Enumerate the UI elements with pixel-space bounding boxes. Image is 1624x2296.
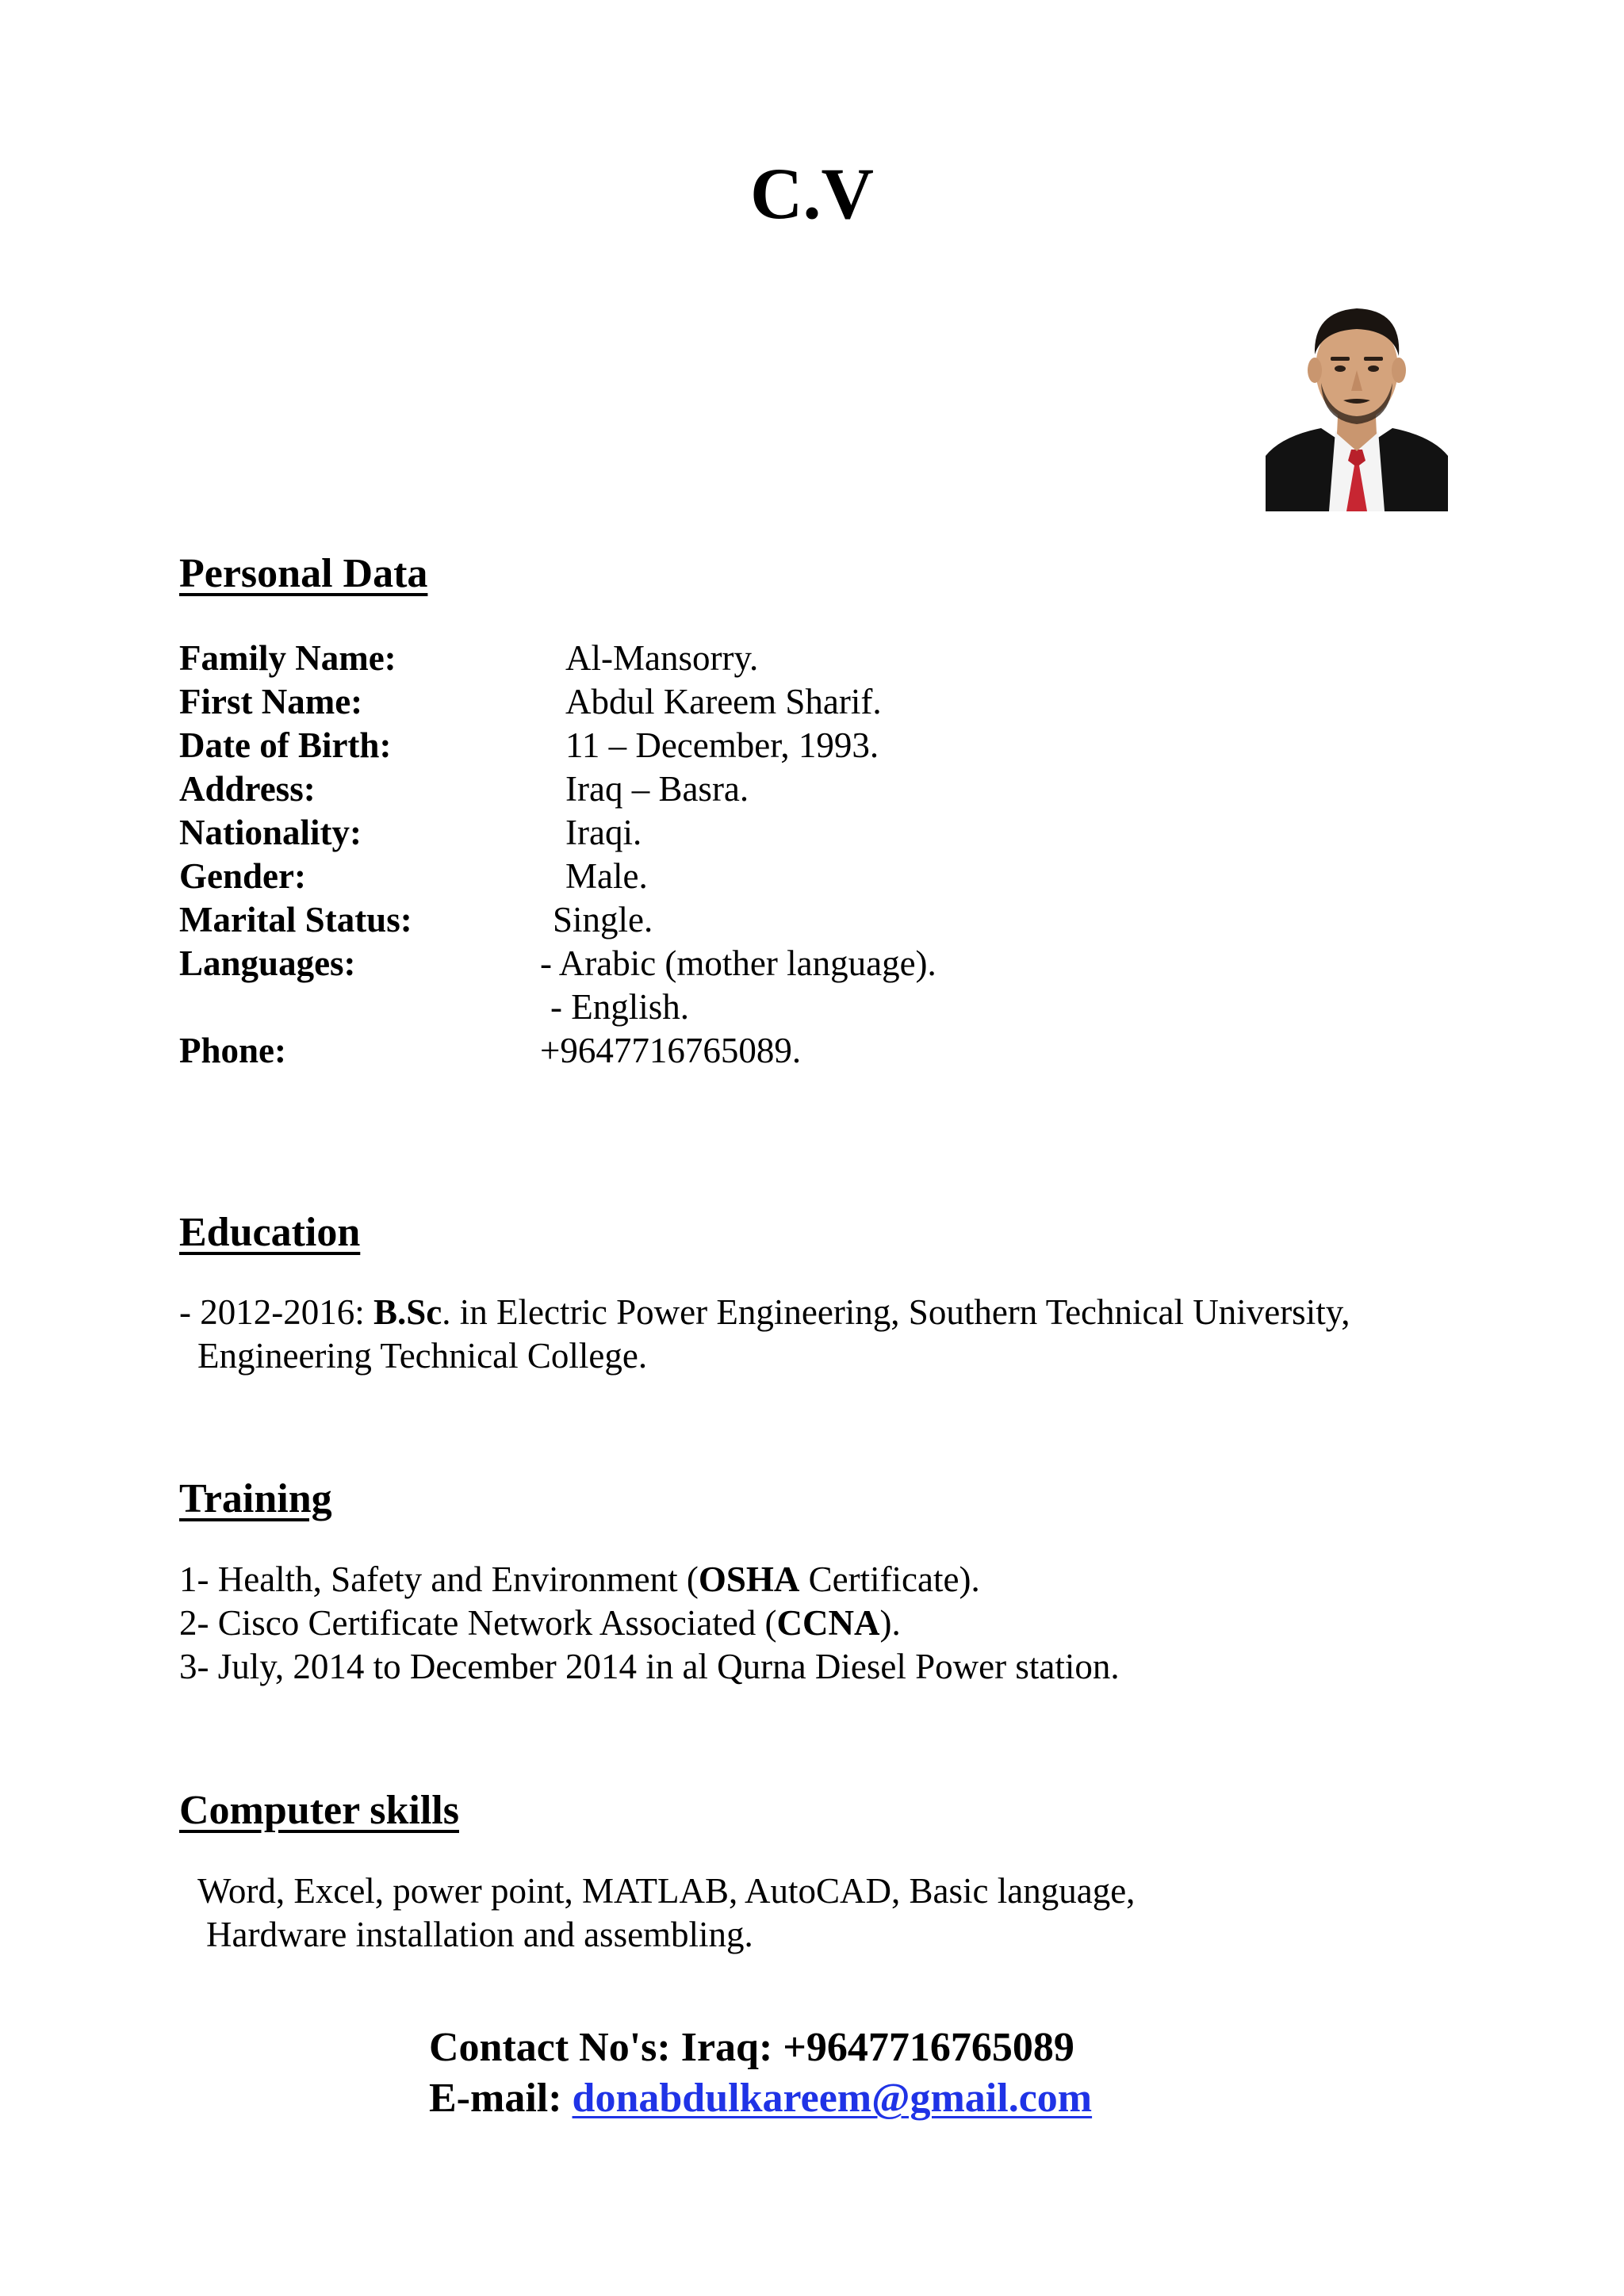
training-item-cert: CCNA: [776, 1603, 880, 1643]
field-label-date-of-birth: Date of Birth:: [179, 725, 392, 765]
field-label-first-name: First Name:: [179, 682, 363, 721]
training-item-text-end: Certificate).: [799, 1559, 980, 1599]
field-label-address: Address:: [179, 769, 316, 809]
training-item-cert: OSHA: [698, 1559, 800, 1599]
education-heading: Education: [179, 1210, 361, 1255]
field-value-first-name: Abdul Kareem Sharif.: [565, 682, 882, 721]
field-value-phone: +9647716765089.: [540, 1031, 802, 1070]
computer-skills-line: Word, Excel, power point, MATLAB, AutoCAD, Basic language,: [197, 1871, 1136, 1911]
portrait-photo: [1266, 281, 1448, 511]
education-degree: B.Sc: [373, 1292, 442, 1332]
portrait-icon: [1266, 281, 1448, 511]
education-years: - 2012-2016:: [179, 1292, 373, 1332]
training-item: [179, 1605, 901, 1641]
field-value-address: Iraq – Basra.: [565, 769, 749, 809]
training-item-text: 3- July, 2014 to December 2014 in al Qurna Diesel Power station.: [179, 1647, 1120, 1686]
computer-skills-heading: Computer skills: [179, 1788, 459, 1833]
education-entry: [179, 1292, 1350, 1332]
training-item-text-end: ).: [879, 1603, 901, 1643]
email-link[interactable]: donabdulkareem@gmail.com: [572, 2076, 1093, 2121]
email-label: E-mail:: [429, 2076, 573, 2121]
field-label-marital-status: Marital Status:: [179, 900, 412, 939]
personal-data-heading: Personal Data: [179, 551, 428, 596]
field-label-phone: Phone:: [179, 1031, 286, 1070]
field-label-languages: Languages:: [179, 943, 356, 983]
field-value-gender: Male.: [565, 856, 648, 896]
training-heading: Training: [179, 1476, 332, 1521]
training-item-text: 1- Health, Safety and Environment (: [179, 1559, 699, 1599]
field-value-family-name: Al-Mansorry.: [565, 638, 759, 678]
training-item: [179, 1649, 1120, 1685]
field-value-nationality: Iraqi.: [565, 813, 642, 852]
computer-skills-line: Hardware installation and assembling.: [206, 1915, 753, 1954]
education-entry-continued: Engineering Technical College.: [197, 1336, 648, 1376]
field-value-date-of-birth: 11 – December, 1993.: [565, 725, 879, 765]
education-details: . in Electric Power Engineering, Southern Technical University,: [442, 1292, 1350, 1332]
field-value-language-english: - English.: [550, 987, 689, 1027]
field-value-marital-status: Single.: [553, 900, 653, 939]
contact-email-line: [429, 2078, 1092, 2119]
page-title: C.V: [750, 153, 874, 234]
training-item: [179, 1559, 980, 1599]
field-value-language-arabic: - Arabic (mother language).: [540, 943, 936, 983]
field-label-family-name: Family Name:: [179, 638, 396, 678]
field-label-gender: Gender:: [179, 856, 306, 896]
contact-phone-line: Contact No's: Iraq: +9647716765089: [429, 2025, 1074, 2070]
training-item-text: 2- Cisco Certificate Network Associated (: [179, 1603, 777, 1643]
field-label-nationality: Nationality:: [179, 813, 362, 852]
